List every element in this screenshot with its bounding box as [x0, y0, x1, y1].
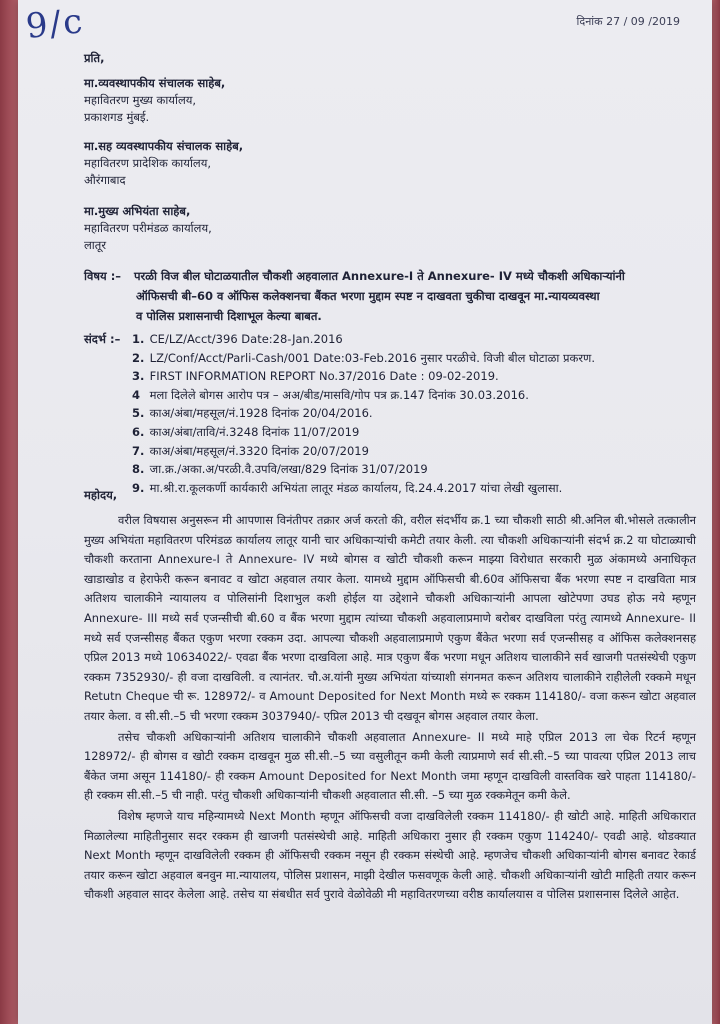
subject-line: व पोलिस प्रशासनाची दिशाभूल केल्या बाबत.	[136, 309, 322, 323]
subject-label: विषय :–	[84, 269, 122, 283]
recipient-office: महावितरण मुख्य कार्यालय,	[84, 93, 197, 107]
handwritten-initials: 9/c	[24, 1, 87, 47]
recipient-office: महावितरण परीमंडळ कार्यालय,	[84, 221, 212, 235]
recipient-title: मा.मुख्य अभियंता साहेब,	[84, 204, 191, 218]
salutation: महोदय,	[84, 488, 118, 502]
recipient-title: मा.व्यवस्थापकीय संचालक साहेब,	[84, 76, 226, 90]
references-list	[132, 330, 704, 497]
recipient-intro: प्रति,	[84, 51, 105, 65]
reference-item: 4 मला दिलेले बोगस आरोप पत्र – अअ/बीड/मासवि/गोप पत्र क्र.147 दिनांक 30.03.2016.	[132, 387, 529, 402]
letter-page	[18, 0, 712, 1024]
subject-line: ऑफिसची बी–60 व ऑफिस कलेक्शनचा बैंकत भरणा मुद्दाम स्पष्ट न दाखवता चुकीचा दाखवून मा.न्यायव्यवस्था	[136, 289, 600, 303]
recipient-3	[84, 203, 212, 254]
reference-item: 1. CE/LZ/Acct/396 Date:28-Jan.2016	[132, 332, 343, 346]
reference-item: 7. काअ/अंबा/महसूल/नं.3320 दिनांक 20/07/2019	[132, 443, 369, 458]
reference-item: 9. मा.श्री.रा.कूलकर्णी कार्यकारी अभियंता लातूर मंडळ कार्यालय, दि.24.4.2017 यांचा लेखी खुलासा.	[132, 480, 563, 495]
reference-item: 6. काअ/अंबा/तावि/नं.3248 दिनांक 11/07/2019	[132, 424, 360, 439]
recipient-place: प्रकाशगड मुंबई.	[84, 110, 150, 124]
subject-line: परळी विज बील घोटाळयातील चौकशी अहवालात Annexure-I ते Annexure- IV मध्ये चौकशी अधिकाऱ्यांनी	[134, 269, 625, 283]
recipient-place: लातूर	[84, 238, 107, 252]
recipient-1	[84, 75, 225, 126]
body-paragraph: तसेच चौकशी अधिकाऱ्यांनी अतिशय चालाकीने चौकशी अहवालात Annexure- II मध्ये माहे एप्रिल 2013 ला चेक रिटर्न म्हणून 128972/- ही बोगस व खोटी रक्कम दाखवून मुळ सी.सी.–5 च्या वसुलीतून कमी केली त्याप्रमाणे सर्व सी.सी.–5 च्या पावत्या एप्रिल 2013 लाच बैंकेत जमा असून 114180/- ही रक्कम Amount Deposited for Next Month जमा म्हणून दाखविली वास्तविक खरे पाहता 114180/- ही रक्कम सी.सी.–5 ची नाही. परंतु चौकशी अधिकाऱ्यांनी चौकशी अहवालात सी.सी. –5 च्या मुळ रक्कमेतून कमी केले.	[84, 729, 696, 803]
body-paragraph: वरील विषयास अनुसरून मी आपणास विनंतीपर तक्रार अर्ज करतो की, वरील संदर्भीय क्र.1 च्या चौकशी साठी श्री.अनिल बी.भोसले तत्कालीन मुख्य अभियंता महावितरण परिमंडळ कार्यालय लातूर यानी चार अधिकाऱ्यांची कमेटी तयार केली. त्या चौकशी अधिकाऱ्यांनी संदर्भ क्र.2 या घोटाळ्याची चौकशी करताना Annexure-I ते Annexure- IV मध्ये बोगस व खोटी चौकशी करून माझ्या विरोधात सरकारी मुळ अंकामध्ये अनाधिकृत खाडाखोड व हेराफेरी करून बनावट व खोटा अहवाल तयार केला. यामध्ये मुद्दाम ऑफिसची बी.60व ऑफिसचा बैंक भरणा स्पष्ट न दाखविता मात्र अतिशय चालाकीने न्यायालय व पोलिसांनी दिशाभुल कशी होईल या उद्देशाने चौकशी अधिकाऱ्यांनी आपला खोटेपणा उघड होऊ नये म्हणून Annexure- III मध्ये सर्व एजन्सीची बी.60 व बैंक भरणा मुद्दाम त्यांच्या चौकशी अहवालाप्रमाणे बरोबर दाखविला परंतु त्यामध्ये Annexure- II मध्ये सर्व एजन्सीसह बैंकत एकुण भरणा रक्कम उदा. आपल्या चौकशी अहवालाप्रमाणे एकुण बैंकेत भरणा सर्व एजन्सीसह व ऑफिस कलेक्शनसह एप्रिल 2013 मध्ये 10634022/- एवढा बैंक भरणा दाखविला आहे. मात्र एकुण बैंक भरणा मधून अतिशय चालाकीने सर्व खाजगी पतसंस्थेची एकुण रक्कम 7352930/- ही वजा दाखविली. व त्यानंतर. चौ.अ.यांनी मुख्य अभियंता यांच्याशी संगनमत करून अतिशय चालाकीने राहीलेली रक्कमे मधून Retutn Cheque ची रू. 128972/- व Amount Deposited for Next Month मध्ये रू रक्कम 114180/- वजा करून खोटा अहवाल तयार केला. व सी.सी.–5 ची भरणा रक्कम 3037940/- एप्रिल 2013 ची दखवून बोगस अहवाल तयार केला.	[84, 513, 696, 723]
date-value: 27 / 09 /2019	[606, 15, 680, 28]
date-label: दिनांक	[576, 15, 603, 28]
recipient-office: महावितरण प्रादेशिक कार्यालय,	[84, 156, 212, 170]
reference-item: 8. जा.क्र./अका.अ/परळी.वै.उपवि/लखा/829 दिनांक 31/07/2019	[132, 462, 428, 477]
recipient-2	[84, 138, 243, 189]
letter-date	[577, 14, 680, 29]
recipient-place: औरंगाबाद	[84, 173, 126, 187]
subject-block	[84, 266, 694, 326]
reference-item: 2. LZ/Conf/Acct/Parli-Cash/001 Date:03-Feb.2016 नुसार परळीचे. विजी बील घोटाळा प्रकरण.	[132, 350, 596, 365]
body-paragraph: विशेष म्हणजे याच महिन्यामध्ये Next Month म्हणून ऑफिसची वजा दाखविलेली रक्कम 114180/- ही खोटी आहे. माहिती अधिकारात मिळालेल्या माहितीनुसार सदर रक्कम ही खाजगी पतसंस्थेची आहे. माहिती अधिकारा नुसार ही रक्कम एकुण 114240/- एवढी आहे. थोडक्यात Next Month म्हणून दाखविलेली रक्कम ही ऑफिसची रक्कम नसून ही रक्कम संस्थेची आहे. म्हणजेच चौकशी अधिकाऱ्यांनी बोगस बनावट रेकार्ड तयार करून खोटा अहवाल बनवुन मा.न्यायालय, पोलिस प्रशासन, माझी देखील फसवणूक केली आहे. चौकशी अधिकाऱ्यांनी खोटी माहिती तयार करून चौकशी अहवाल सादर केलेला आहे. तसेच या संबधीत सर्व पुरावे वेळोवेळी मी महावितरणच्या वरीष्ठ कार्यालयास व पोलिस प्रशासनास दिलेले आहेत.	[84, 808, 696, 902]
reference-item: 5. काअ/अंबा/महसूल/नं.1928 दिनांक 20/04/2016.	[132, 406, 373, 421]
reference-item: 3. FIRST INFORMATION REPORT No.37/2016 Date : 09-02-2019.	[132, 369, 499, 384]
letter-body	[84, 511, 696, 906]
references-label: संदर्भ :–	[84, 332, 121, 346]
recipient-title: मा.सह व्यवस्थापकीय संचालक साहेब,	[84, 139, 244, 153]
